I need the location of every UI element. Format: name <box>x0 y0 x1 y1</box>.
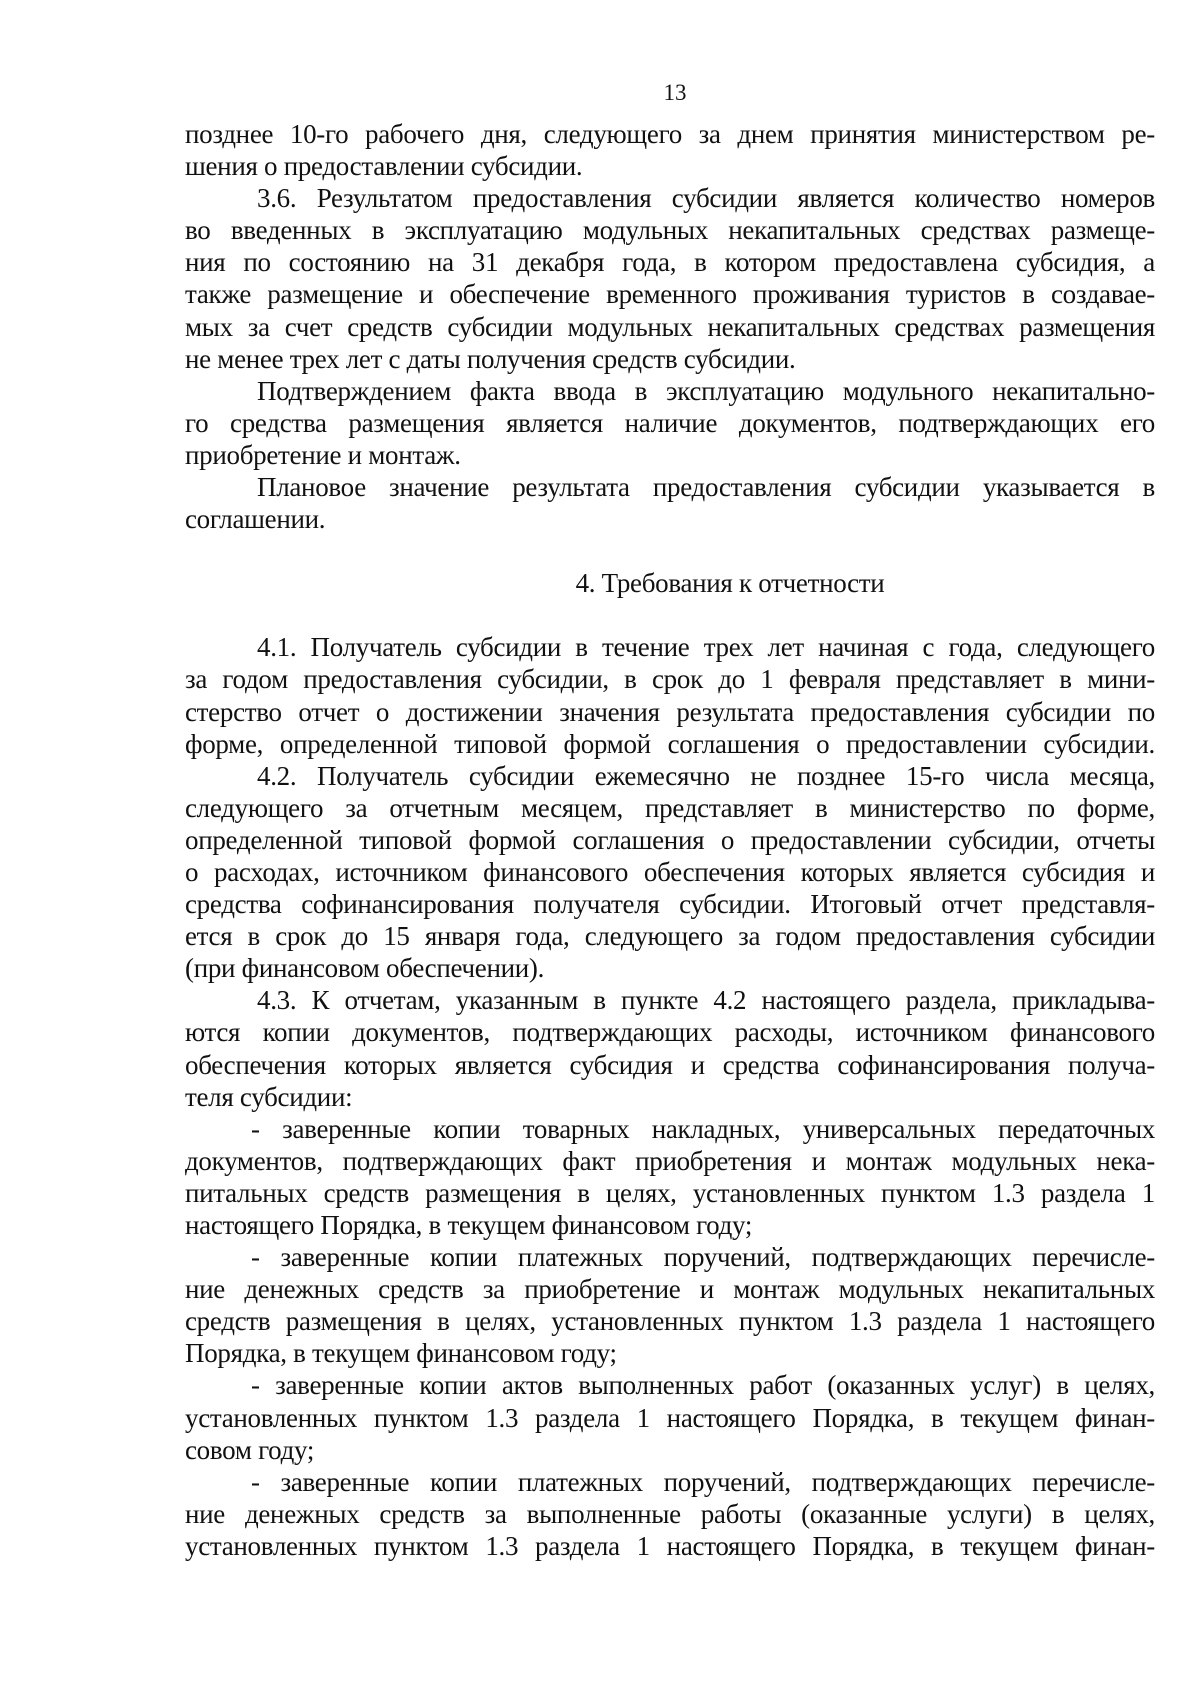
text-line: за годом предоставления субсидии, в срок до 1 февраля представляет в мини- <box>185 664 1155 695</box>
text-line: ются копии документов, подтверждающих расходы, источником финансового <box>185 1017 1155 1048</box>
text-line: 3.6. Результатом предоставления субсидии является количество номеров <box>257 183 1155 214</box>
text-line: 4.2. Получатель субсидии ежемесячно не позднее 15-го числа месяца, <box>257 760 1155 791</box>
text-line: теля субсидии: <box>185 1081 353 1112</box>
text-line: питальных средств размещения в целях, установленных пунктом 1.3 раздела 1 <box>185 1177 1155 1208</box>
paragraph-gap <box>185 599 1155 631</box>
document-body <box>185 118 1155 1562</box>
section-heading: 4. Требования к отчетности <box>575 568 885 599</box>
text-line: также размещение и обеспечение временного проживания туристов в создавае- <box>185 279 1155 310</box>
text-line: Плановое значение результата предоставления субсидии указывается в <box>257 472 1155 503</box>
text-line: - заверенные копии товарных накладных, универсальных передаточных <box>251 1113 1155 1144</box>
text-line: позднее 10-го рабочего дня, следующего за днем принятия министерством ре- <box>185 119 1155 149</box>
text-line: настоящего Порядка, в текущем финансовом году; <box>185 1210 753 1240</box>
text-line: средства софинансирования получателя субсидии. Итоговый отчет представля- <box>185 889 1155 920</box>
text-line: о расходах, источником финансового обеспечения которых является субсидия и <box>185 856 1155 887</box>
text-line: ется в срок до 15 января года, следующего за годом предоставления субсидии <box>185 921 1155 952</box>
page-number: 13 <box>663 80 687 105</box>
text-line: - заверенные копии платежных поручений, подтверждающих перечисле- <box>251 1466 1155 1497</box>
text-line: установленных пунктом 1.3 раздела 1 настоящего Порядка, в текущем финан- <box>185 1402 1155 1433</box>
text-line: мых за счет средств субсидии модульных некапитальных средствах размещения <box>185 311 1155 342</box>
text-line: (при финансовом обеспечении). <box>185 953 545 984</box>
text-line: шения о предоставлении субсидии. <box>185 151 583 182</box>
text-line: - заверенные копии актов выполненных работ (оказанных услуг) в целях, <box>251 1370 1155 1401</box>
text-line: совом году; <box>185 1434 315 1465</box>
text-line: 4.1. Получатель субсидии в течение трех лет начиная с года, следующего <box>257 632 1155 663</box>
text-line: средств размещения в целях, установленных пунктом 1.3 раздела 1 настоящего <box>185 1306 1155 1337</box>
text-line: определенной типовой формой соглашения о предоставлении субсидии, отчеты <box>185 824 1155 855</box>
text-line: соглашении. <box>185 504 326 535</box>
text-line: во введенных в эксплуатацию модульных некапитальных средствах размеще- <box>185 215 1155 246</box>
text-line: Подтверждением факта ввода в эксплуатацию модульного некапитально- <box>257 375 1155 406</box>
text-line: го средства размещения является наличие документов, подтверждающих его <box>185 407 1155 438</box>
text-line: не менее трех лет с даты получения средств субсидии. <box>185 343 796 374</box>
text-line: ние денежных средств за выполненные работы (оказанные услуги) в целях, <box>185 1498 1155 1529</box>
text-line: документов, подтверждающих факт приобретения и монтаж модульных нека- <box>185 1145 1155 1176</box>
paragraph-gap <box>185 535 1155 567</box>
text-line: обеспечения которых является субсидия и средства софинансирования получа- <box>185 1049 1155 1080</box>
text-line: форме, определенной типовой формой соглашения о предоставлении субсидии. <box>185 728 1155 759</box>
text-line: 4.3. К отчетам, указанным в пункте 4.2 настоящего раздела, прикладыва- <box>257 985 1155 1016</box>
text-line: стерство отчет о достижении значения результата предоставления субсидии по <box>185 696 1155 727</box>
text-line: ние денежных средств за приобретение и монтаж модульных некапитальных <box>185 1274 1155 1305</box>
text-line: ния по состоянию на 31 декабря года, в котором предоставлена субсидия, а <box>185 247 1155 278</box>
text-line: установленных пунктом 1.3 раздела 1 настоящего Порядка, в текущем финан- <box>185 1530 1155 1561</box>
text-line: приобретение и монтаж. <box>185 439 461 470</box>
text-line: Порядка, в текущем финансовом году; <box>185 1338 617 1369</box>
text-line: следующего за отчетным месяцем, представляет в министерство по форме, <box>185 792 1155 823</box>
text-line: - заверенные копии платежных поручений, подтверждающих перечисле- <box>251 1242 1155 1273</box>
